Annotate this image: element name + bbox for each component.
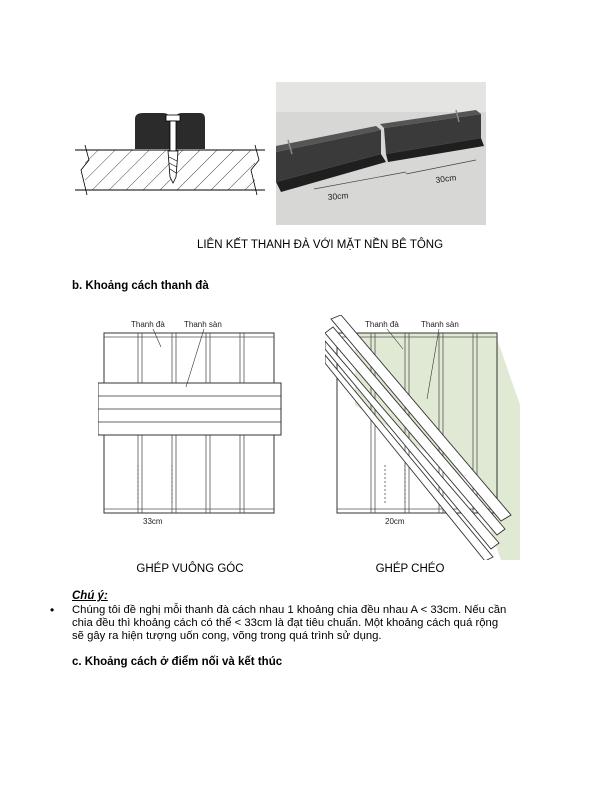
diagram-perpendicular — [98, 315, 283, 530]
bullet-icon: • — [50, 603, 55, 617]
note-title: Chú ý: — [72, 590, 108, 602]
diagram-left-caption: GHÉP VUÔNG GÓC — [136, 563, 244, 575]
note-paragraph — [72, 604, 552, 643]
dimension-label-left: 30cm — [327, 190, 349, 202]
joist-photo — [276, 82, 486, 225]
figure1-caption: LIÊN KẾT THANH ĐÀ VỚI MẶT NỀN BÊ TÔNG — [196, 239, 444, 251]
diagram-diagonal — [325, 315, 525, 560]
diagram-right-caption: GHÉP CHÉO — [375, 563, 445, 575]
screw-head-icon — [166, 115, 180, 121]
section-c-heading: c. Khoảng cách ở điểm nối và kết thúc — [72, 656, 283, 668]
label-joist: Thanh đà — [365, 320, 399, 329]
section-b-heading: b. Khoảng cách thanh đà — [72, 280, 209, 292]
joist-profile-left — [135, 113, 170, 149]
label-board: Thanh sàn — [421, 320, 459, 329]
note-line: sẽ gây ra hiện tượng uốn cong, võng trong quá trình sử dụng. — [72, 630, 382, 642]
label-board: Thanh sàn — [184, 320, 222, 329]
dimension-label: 33cm — [143, 517, 163, 526]
note-line: chia đều thì khoảng cách có thể < 33cm là đạt tiêu chuẩn. Một khoảng cách quá rộng — [72, 617, 499, 629]
label-joist: Thanh đà — [131, 320, 165, 329]
dimension-label: 20cm — [385, 517, 405, 526]
dimension-label-right: 30cm — [434, 172, 457, 185]
note-line: Chúng tôi đề nghị mỗi thanh đà cách nhau 1 khoảng chia đều nhau A < 33cm. Nếu cần — [72, 604, 507, 616]
joist-anchor-section-drawing — [75, 105, 265, 195]
